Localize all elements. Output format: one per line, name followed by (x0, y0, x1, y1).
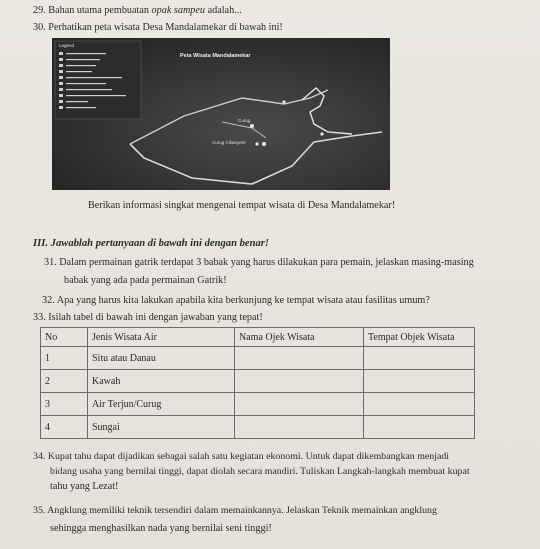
header-no: No (41, 328, 88, 347)
header-nama-objek: Nama Ojek Wisata (235, 328, 364, 347)
question-33: 33. Isilah tabel di bawah ini dengan jawaban yang tepat! (33, 312, 263, 323)
question-35-line-1: 35. Angklung memiliki teknik tersendiri dalam memainkannya. Jelaskan Teknik memainkan angklung (33, 505, 437, 516)
answer-cell-nama[interactable] (235, 416, 364, 439)
question-29-term: opak sampeu (151, 5, 206, 16)
question-29-text: 29. Bahan utama pembuatan (33, 5, 152, 16)
answer-cell-tempat[interactable] (364, 416, 475, 439)
map-title: Peta Wisata Mandalamekar (180, 53, 251, 59)
row-number: 2 (41, 370, 88, 393)
header-tempat-objek: Tempat Objek Wisata (364, 328, 475, 347)
row-number: 4 (41, 416, 88, 439)
answer-cell-tempat[interactable] (364, 393, 475, 416)
row-jenis: Sungai (88, 416, 235, 439)
question-31-line-2: babak yang ada pada permainan Gatrik! (64, 275, 227, 286)
question-29 (33, 4, 242, 17)
question-34-line-1: 34. Kupat tahu dapat dijadikan sebagai salah satu kegiatan ekonomi. Untuk dapat dikembangkan menjadi (33, 451, 450, 462)
answer-cell-nama[interactable] (235, 370, 364, 393)
question-35-line-2: sehingga menghasilkan nada yang bernilai seni tinggi! (50, 523, 272, 534)
map-legend-title: Legend (59, 43, 75, 48)
row-jenis: Situ atau Danau (88, 347, 235, 370)
table-row (41, 347, 475, 370)
question-32: 32. Apa yang harus kita lakukan apabila kita berkunjung ke tempat wisata atau fasilitas umum? (42, 295, 430, 306)
question-30: 30. Perhatikan peta wisata Desa Mandalamekar di bawah ini! (33, 22, 283, 33)
answer-table (40, 327, 475, 439)
header-jenis-wisata: Jenis Wisata Air (88, 328, 235, 347)
table-row (41, 393, 475, 416)
question-34-line-3: tahu yang Lezat! (50, 481, 119, 492)
map-graphic (52, 38, 390, 190)
answer-cell-tempat[interactable] (364, 370, 475, 393)
tourism-map (52, 38, 390, 190)
table-row (41, 370, 475, 393)
row-number: 3 (41, 393, 88, 416)
answer-cell-tempat[interactable] (364, 347, 475, 370)
map-label-curug: Curug (238, 118, 251, 123)
row-number: 1 (41, 347, 88, 370)
table-row (41, 416, 475, 439)
question-34-line-2: bidang usaha yang bernilai tinggi, dapat diolah secara mandiri. Tuliskan Langkah-langkah membuat kupat (50, 466, 470, 477)
answer-cell-nama[interactable] (235, 347, 364, 370)
question-30-instruction: Berikan informasi singkat mengenai tempat wisata di Desa Mandalamekar! (88, 200, 396, 211)
answer-cell-nama[interactable] (235, 393, 364, 416)
question-29-ellipsis: adalah... (205, 5, 242, 16)
map-label-curug-cikanyere: Curug Cikanyere (212, 140, 246, 145)
row-jenis: Air Terjun/Curug (88, 393, 235, 416)
section-iii-heading: III. Jawablah pertanyaan di bawah ini dengan benar! (33, 238, 270, 249)
table-header-row (41, 328, 475, 347)
row-jenis: Kawah (88, 370, 235, 393)
question-31-line-1: 31. Dalam permainan gatrik terdapat 3 babak yang harus dilakukan para pemain, jelaskan masing-masing (44, 257, 474, 268)
